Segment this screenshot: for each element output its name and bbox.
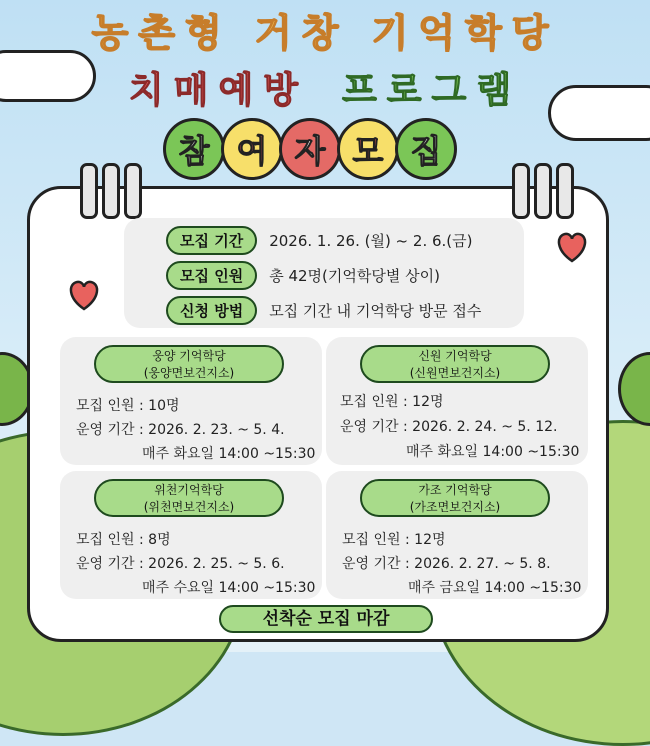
recruit-char-4: 모 [337, 118, 399, 180]
branch-name: 위천기억학당 [154, 483, 224, 497]
info-row-method [166, 296, 481, 325]
info-row-count [166, 261, 440, 290]
branch-count: 모집 인원 : 12명 [340, 394, 444, 410]
binder-ring [556, 163, 574, 219]
heart-icon [66, 278, 102, 312]
branch-card-sinwon [326, 337, 588, 465]
branch-place: (신원면보건지소) [409, 366, 501, 380]
recruit-char-5: 집 [395, 118, 457, 180]
branch-title-pill [94, 479, 284, 517]
main-title: 농촌형 거창 기억학당 [91, 11, 559, 55]
recruit-badges [163, 118, 483, 182]
branch-period: 운영 기간 : 2026. 2. 27. ~ 5. 8. [342, 556, 551, 572]
info-value: 2026. 1. 26. (월) ~ 2. 6.(금) [269, 232, 473, 250]
branch-title-pill [94, 345, 284, 383]
binder-rings-left [80, 163, 146, 219]
binder-ring [102, 163, 120, 219]
heart-icon [554, 230, 590, 264]
branch-time: 매주 화요일 14:00 ~15:30 [406, 444, 580, 460]
branch-place: (웅양면보건지소) [143, 366, 235, 380]
info-value: 총 42명(기억학당별 상이) [269, 267, 440, 285]
info-label: 모집 인원 [166, 261, 257, 290]
binder-ring [512, 163, 530, 219]
branch-count: 모집 인원 : 8명 [76, 532, 171, 548]
sub-title [0, 62, 650, 113]
info-row-period [166, 226, 472, 255]
sub-title-part2: 프로그램 [342, 70, 522, 111]
branch-period: 운영 기간 : 2026. 2. 23. ~ 5. 4. [76, 422, 285, 438]
recruit-char-3: 자 [279, 118, 341, 180]
recruit-char-1: 참 [163, 118, 225, 180]
branch-time: 매주 화요일 14:00 ~15:30 [142, 446, 316, 462]
binder-ring [534, 163, 552, 219]
branch-card-gajo [326, 471, 588, 599]
recruit-info-box [124, 218, 524, 328]
branch-title-pill [360, 345, 550, 383]
binder-ring [124, 163, 142, 219]
info-label: 신청 방법 [166, 296, 257, 325]
info-value: 모집 기간 내 기억학당 방문 접수 [269, 302, 482, 320]
branch-time: 매주 수요일 14:00 ~15:30 [142, 580, 316, 596]
branch-count: 모집 인원 : 10명 [76, 398, 180, 414]
branch-title-pill [360, 479, 550, 517]
branch-name: 가조 기억학당 [418, 483, 492, 497]
binder-ring [80, 163, 98, 219]
sub-title-part1: 치매예방 [128, 70, 308, 111]
branch-time: 매주 금요일 14:00 ~15:30 [408, 580, 582, 596]
branch-place: (위천면보건지소) [143, 500, 235, 514]
branch-period: 운영 기간 : 2026. 2. 24. ~ 5. 12. [340, 419, 558, 435]
branch-card-wicheon [60, 471, 322, 599]
info-label: 모집 기간 [166, 226, 257, 255]
binder-rings-right [512, 163, 578, 219]
branch-period: 운영 기간 : 2026. 2. 25. ~ 5. 6. [76, 556, 285, 572]
branch-card-woongyang [60, 337, 322, 465]
branch-name: 신원 기억학당 [418, 349, 492, 363]
first-come-notice: 선착순 모집 마감 [219, 605, 433, 633]
branch-place: (가조면보건지소) [409, 500, 501, 514]
branch-name: 웅양 기억학당 [152, 349, 226, 363]
branch-count: 모집 인원 : 12명 [342, 532, 446, 548]
recruit-char-2: 여 [221, 118, 283, 180]
